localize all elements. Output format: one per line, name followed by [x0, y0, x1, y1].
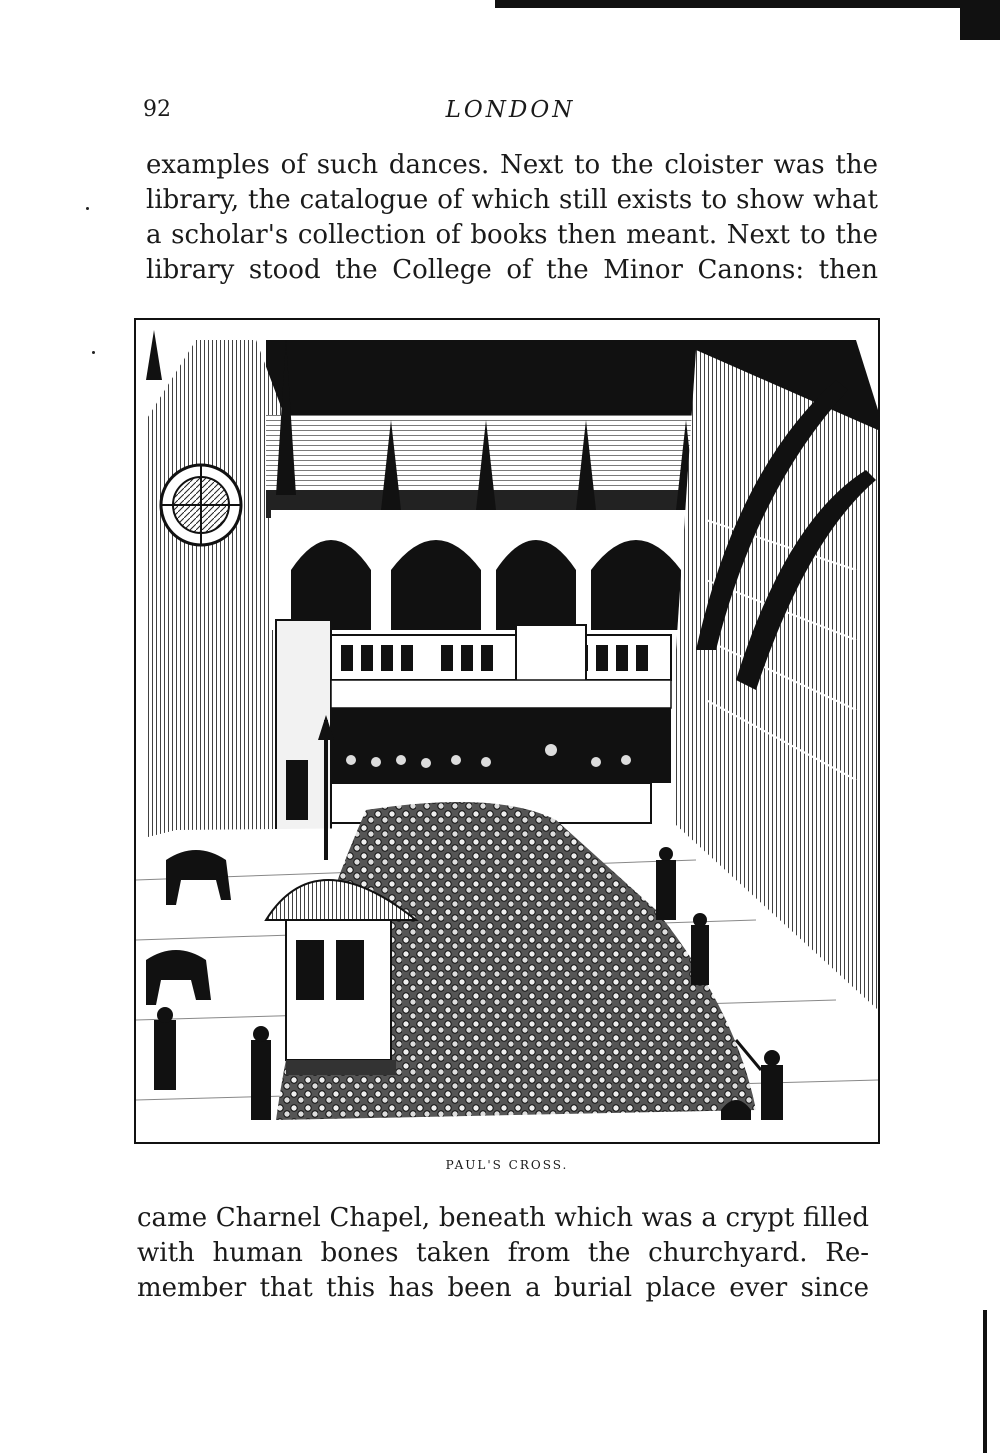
text-line: examples of such dances. Next to the cloister was the: [146, 150, 878, 180]
scan-edge-corner: [960, 0, 1000, 40]
page-number: 92: [143, 97, 171, 122]
text-line: library, the catalogue of which still exists to show what: [146, 185, 878, 215]
text-line: came Charnel Chapel, beneath which was a crypt filled: [137, 1203, 869, 1233]
text-line: library stood the College of the Minor Canons: then: [146, 255, 878, 285]
scan-edge-right: [983, 1310, 987, 1453]
engraving-pauls-cross: [134, 318, 880, 1144]
body-text-bottom: [137, 1201, 869, 1306]
running-title: LONDON: [445, 97, 576, 123]
running-head: [143, 97, 878, 127]
body-text-top: [146, 148, 878, 288]
text-line: a scholar's collection of books then meant. Next to the: [146, 220, 878, 250]
scan-speck: [92, 351, 95, 354]
scan-edge-top: [495, 0, 1000, 8]
text-line: with human bones taken from the churchyard. Re-: [137, 1238, 869, 1268]
scan-speck: [86, 207, 89, 210]
text-line: member that this has been a burial place ever since: [137, 1273, 869, 1303]
figure-caption: PAUL'S CROSS.: [445, 1158, 569, 1172]
